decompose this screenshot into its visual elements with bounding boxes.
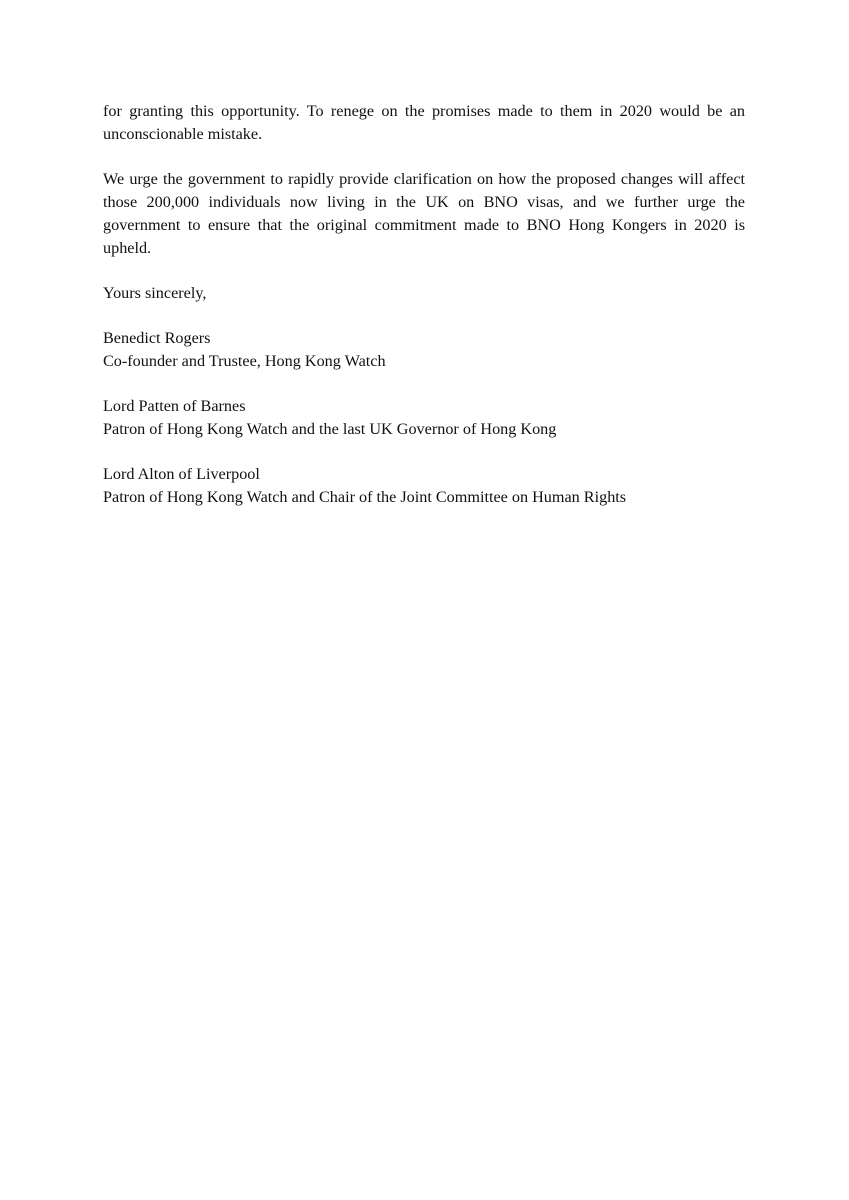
letter-body xyxy=(103,100,745,531)
signatory-name: Lord Patten of Barnes xyxy=(103,397,246,415)
paragraph-urge-clarification: We urge the government to rapidly provide clarification on how the proposed changes will affect those 200,000 individuals now living in the UK on BNO visas, and we further urge the government to ensure that the original commitment made to BNO Hong Kongers in 2020 is upheld. xyxy=(103,170,745,257)
signatory-name: Benedict Rogers xyxy=(103,329,211,347)
closing-salutation: Yours sincerely, xyxy=(103,284,207,302)
signatory-benedict-rogers xyxy=(103,327,745,373)
paragraph-promise: for granting this opportunity. To renege on the promises made to them in 2020 would be an unconscionable mistake. xyxy=(103,102,745,143)
signatory-name: Lord Alton of Liverpool xyxy=(103,465,260,483)
signatory-title: Co-founder and Trustee, Hong Kong Watch xyxy=(103,352,386,370)
signatory-lord-alton xyxy=(103,463,745,509)
signatory-lord-patten xyxy=(103,395,745,441)
signatory-title: Patron of Hong Kong Watch and Chair of the Joint Committee on Human Rights xyxy=(103,488,627,506)
signatory-title: Patron of Hong Kong Watch and the last UK Governor of Hong Kong xyxy=(103,420,557,438)
